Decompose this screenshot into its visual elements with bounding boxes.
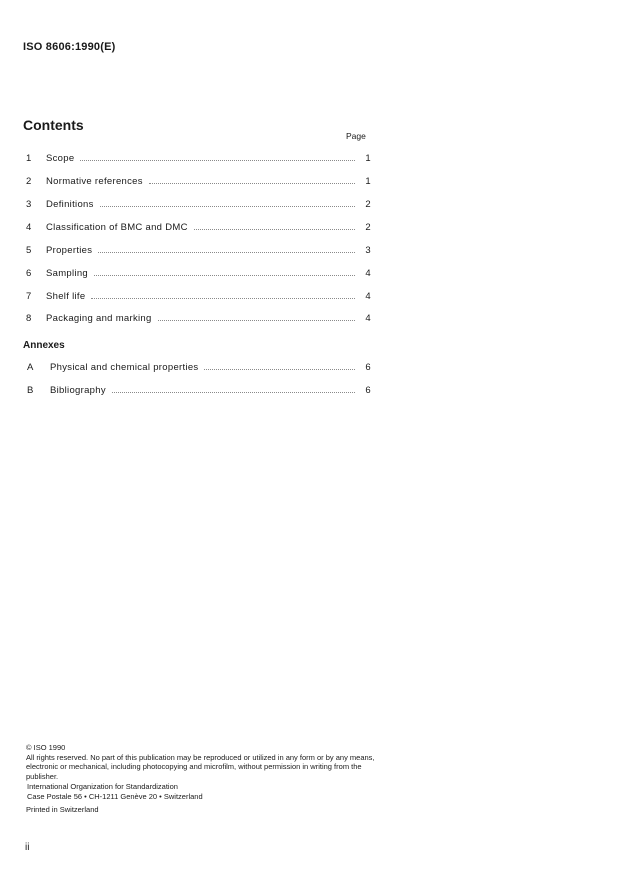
toc-entry-page: 4 bbox=[365, 268, 371, 279]
dot-leader bbox=[98, 245, 355, 253]
dot-leader bbox=[91, 291, 355, 299]
toc-entry-scope[interactable] bbox=[23, 153, 371, 165]
publisher-name: International Organization for Standardization bbox=[27, 782, 178, 791]
toc-entry-label: Sampling bbox=[46, 268, 89, 279]
toc-entry-number: A bbox=[27, 362, 34, 373]
page-number: ii bbox=[25, 842, 30, 853]
dot-leader bbox=[80, 153, 355, 161]
toc-entry-packaging[interactable] bbox=[23, 313, 371, 325]
toc-entry-number: 1 bbox=[26, 153, 32, 164]
publisher-address: Case Postale 56 • CH-1211 Genève 20 • Switzerland bbox=[27, 791, 203, 801]
contents-heading: Contents bbox=[23, 117, 84, 133]
toc-entry-page: 2 bbox=[365, 222, 371, 233]
toc-entry-number: 8 bbox=[26, 313, 32, 324]
dot-leader bbox=[194, 222, 355, 230]
toc-entry-number: 7 bbox=[26, 291, 32, 302]
toc-entry-page: 2 bbox=[365, 199, 371, 210]
document-id: ISO 8606:1990(E) bbox=[23, 41, 116, 53]
toc-entry-annex-b[interactable] bbox=[23, 385, 371, 397]
page-column-header: Page bbox=[346, 131, 366, 141]
toc-entry-page: 6 bbox=[365, 362, 371, 373]
toc-entry-classification[interactable] bbox=[23, 222, 371, 234]
toc-entry-shelf-life[interactable] bbox=[23, 291, 371, 303]
toc-entry-page: 3 bbox=[365, 245, 371, 256]
toc-entry-label: Physical and chemical properties bbox=[50, 362, 199, 373]
toc-entry-number: 6 bbox=[26, 268, 32, 279]
copyright-line: © ISO 1990 bbox=[26, 743, 66, 752]
toc-entry-normative-references[interactable] bbox=[23, 176, 371, 188]
dot-leader bbox=[100, 199, 355, 207]
toc-entry-annex-a[interactable] bbox=[23, 362, 371, 374]
toc-entry-label: Packaging and marking bbox=[46, 313, 152, 324]
toc-entry-page: 4 bbox=[365, 291, 371, 302]
toc-entry-label: Properties bbox=[46, 245, 93, 256]
toc-entry-label: Normative references bbox=[46, 176, 143, 187]
toc-entry-label: Definitions bbox=[46, 199, 94, 210]
printed-in: Printed in Switzerland bbox=[26, 805, 99, 814]
toc-entry-label: Scope bbox=[46, 153, 75, 164]
dot-leader bbox=[158, 313, 355, 321]
toc-entry-page: 1 bbox=[365, 176, 371, 187]
toc-entry-number: 5 bbox=[26, 245, 32, 256]
dot-leader bbox=[112, 385, 355, 393]
copyright-notice bbox=[26, 743, 376, 815]
toc-entry-number: 4 bbox=[26, 222, 32, 233]
annexes-heading: Annexes bbox=[23, 340, 65, 351]
toc-entry-number: 2 bbox=[26, 176, 32, 187]
rights-statement: All rights reserved. No part of this publication may be reproduced or utilized in any form or by any means, electronic or mechanical, including photocopying and microfilm, without permission in writing from the publisher. bbox=[26, 752, 375, 781]
toc-entry-definitions[interactable] bbox=[23, 199, 371, 211]
toc-entry-label: Bibliography bbox=[50, 385, 106, 396]
toc-entry-page: 6 bbox=[365, 385, 371, 396]
dot-leader bbox=[94, 268, 355, 276]
toc-entry-sampling[interactable] bbox=[23, 268, 371, 280]
toc-entry-number: B bbox=[27, 385, 34, 396]
dot-leader bbox=[204, 362, 355, 370]
toc-entry-label: Shelf life bbox=[46, 291, 86, 302]
toc-entry-number: 3 bbox=[26, 199, 32, 210]
toc-entry-page: 1 bbox=[365, 153, 371, 164]
toc-entry-page: 4 bbox=[365, 313, 371, 324]
toc-entry-label: Classification of BMC and DMC bbox=[46, 222, 188, 233]
toc-entry-properties[interactable] bbox=[23, 245, 371, 257]
dot-leader bbox=[149, 176, 355, 184]
